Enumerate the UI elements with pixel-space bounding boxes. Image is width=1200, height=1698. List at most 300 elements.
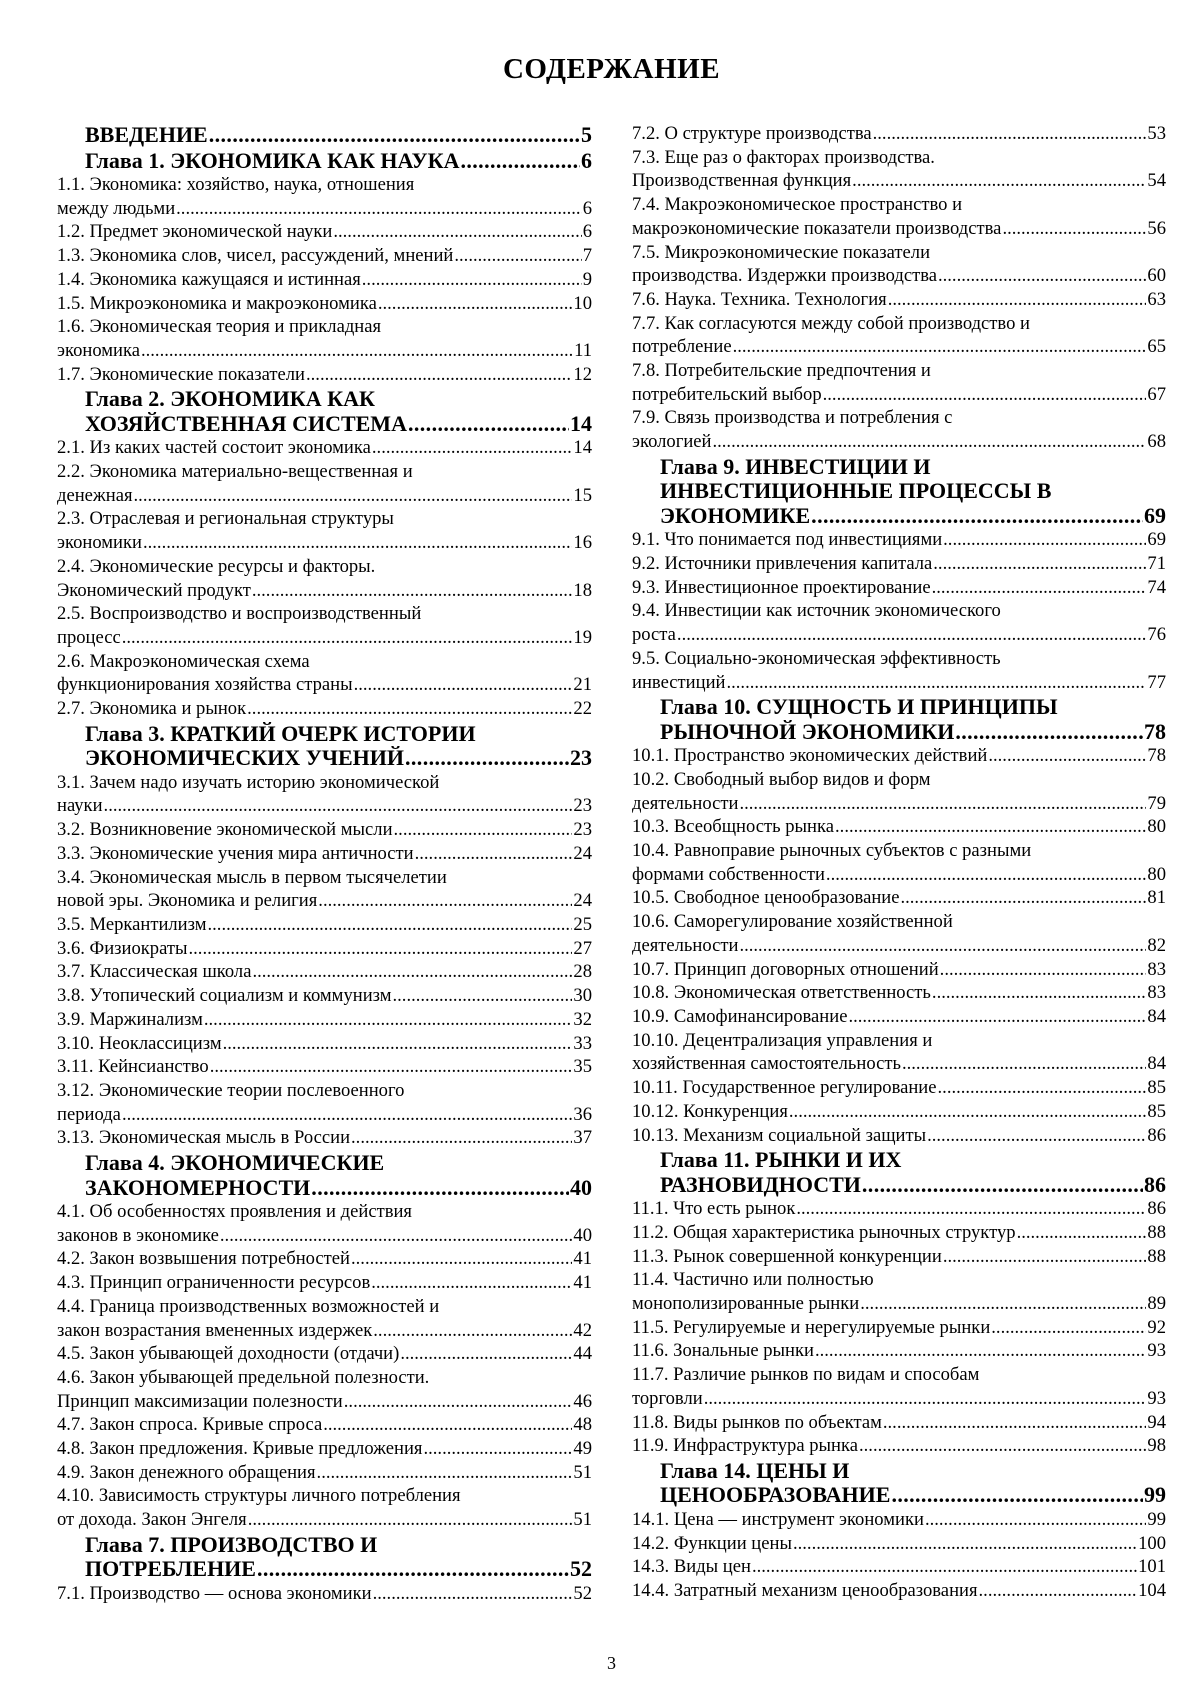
toc-line: 11.4. Частично или полностью [632,1269,874,1291]
dot-leader [454,244,581,268]
toc-page-number: 19 [573,626,592,648]
toc-line [632,1245,1166,1269]
toc-entry [57,697,592,721]
toc-entry-title: 2.7. Экономика и рынок [57,698,247,720]
toc-line [632,335,1166,359]
toc-page-number: 83 [1147,958,1166,980]
toc-entry [632,839,1166,886]
toc-line [632,1434,1166,1458]
chapter-heading [57,387,592,436]
toc-page-number: 82 [1147,934,1166,956]
toc-entry-title: торговли [632,1387,703,1409]
toc-entry-title: 3.6. Физиократы [57,937,188,959]
toc-page-number: 74 [1147,576,1166,598]
dot-leader [815,1339,1146,1363]
toc-line: 2.2. Экономика материально-вещественная и [57,461,413,483]
toc-line: Глава 9. ИНВЕСТИЦИИ И [660,453,931,479]
dot-leader [883,1411,1147,1435]
dot-leader [726,671,1146,695]
dot-leader [362,268,582,292]
toc-entry [57,268,592,292]
toc-entry [57,937,592,961]
toc-entry-title: РАЗНОВИДНОСТИ [660,1171,861,1197]
toc-page-number: 85 [1147,1100,1166,1122]
toc-page-number: 12 [573,363,592,385]
toc-entry [632,1316,1166,1340]
toc-line: 4.4. Граница производственных возможностей и [57,1295,440,1317]
dot-leader [248,1508,573,1532]
toc-entry [632,288,1166,312]
toc-entry-title: 10.11. Государственное регулирование [632,1077,937,1099]
toc-line: 7.3. Еще раз о факторах производства. [632,146,935,168]
toc-line [57,531,592,555]
toc-entry [632,1005,1166,1029]
toc-entry [632,122,1166,146]
dot-leader [704,1387,1147,1411]
toc-line [632,552,1166,576]
toc-page-number: 14 [573,437,592,459]
toc-entry-title: ЭКОНОМИКЕ [660,502,811,528]
toc-line [632,815,1166,839]
toc-entry [57,818,592,842]
toc-entry-title: 3.10. Неоклассицизм [57,1032,222,1054]
toc-entry [632,1555,1166,1579]
toc-line [57,889,592,913]
toc-entry-title: 3.13. Экономическая мысль в России [57,1127,351,1149]
toc-entry [632,599,1166,646]
toc-page-number: 10 [573,292,592,314]
toc-line: 9.4. Инвестиции как источник экономического [632,600,1001,622]
chapter-heading [57,149,592,174]
toc-page-number: 104 [1138,1580,1166,1602]
toc-line [632,1555,1166,1579]
toc-page-number: 35 [573,1056,592,1078]
toc-entry-title: 7.2. О структуре производства [632,123,872,144]
dot-leader [677,623,1146,647]
toc-line [57,1508,592,1532]
toc-page-number: 37 [573,1127,592,1149]
toc-line [57,1032,592,1056]
toc-entry-title: деятельности [632,792,739,814]
toc-entry-title: 14.3. Виды цен [632,1556,751,1578]
toc-entry-title: производства. Издержки производства [632,265,937,287]
dot-leader [1017,1221,1147,1245]
dot-leader [323,1413,572,1437]
toc-entry [57,363,592,387]
toc-line [632,671,1166,695]
dot-leader [933,552,1146,576]
toc-entry-title: 10.12. Конкуренция [632,1100,788,1122]
toc-line [632,1052,1166,1076]
toc-page-number: 84 [1147,1053,1166,1075]
toc-page-number: 44 [573,1343,592,1365]
toc-entry [632,1245,1166,1269]
chapter-heading [57,1533,592,1582]
page-number: 3 [607,1653,616,1673]
toc-entry [57,1271,592,1295]
dot-leader [378,292,573,316]
toc-entry [632,528,1166,552]
toc-line [660,720,1166,745]
toc-page-number: 88 [1147,1245,1166,1267]
toc-page-number: 71 [1147,553,1166,575]
toc-page-number: 77 [1147,671,1166,693]
toc-line [57,484,592,508]
toc-page-number: 42 [573,1319,592,1341]
toc-entry-title: 10.7. Принцип договорных отношений [632,958,939,980]
dot-leader [408,412,569,437]
toc-entry-title: закон возрастания вмененных издержек [57,1319,373,1341]
toc-entry [57,507,592,554]
toc-page-number: 93 [1147,1387,1166,1409]
toc-entry [632,1508,1166,1532]
toc-page-number: 9 [582,268,592,290]
toc-entry-title: экологией [632,431,712,453]
toc-entry [632,910,1166,957]
toc-entry-title: 3.5. Меркантилизм [57,913,207,935]
toc-entry [57,1342,592,1366]
toc-entry [632,1029,1166,1076]
toc-entry [57,1366,592,1413]
toc-entry-title: роста [632,624,676,646]
dot-leader [252,579,573,603]
chapter-heading [632,455,1166,529]
toc-line [85,746,592,771]
toc-page-number: 33 [573,1032,592,1054]
toc-line [57,1103,592,1127]
dot-leader [176,197,582,221]
toc-entry-title: 3.11. Кейнсианство [57,1056,209,1078]
toc-line [632,122,1166,146]
toc-entry [632,647,1166,694]
dot-leader [932,981,1146,1005]
dot-leader [460,149,580,174]
toc-entry [632,406,1166,453]
toc-line [632,1005,1166,1029]
toc-entry-title: денежная [57,484,133,506]
toc-page-number: 93 [1147,1340,1166,1362]
toc-entry-title: 4.8. Закон предложения. Кривые предложения [57,1438,423,1460]
toc-line [57,818,592,842]
toc-entry [632,312,1166,359]
toc-entry-title: 11.1. Что есть рынок [632,1198,796,1220]
toc-entry [57,1484,592,1531]
toc-line: 10.6. Саморегулирование хозяйственной [632,911,953,933]
toc-entry-title: Экономический продукт [57,579,251,601]
toc-page-number: 40 [573,1224,592,1246]
toc-entry [57,220,592,244]
chapter-heading [632,1148,1166,1197]
toc-line [632,1316,1166,1340]
dot-leader [372,436,573,460]
toc-page-number: 80 [1147,816,1166,838]
dot-leader [811,504,1143,529]
toc-entry [632,1268,1166,1315]
toc-entry-title: 11.9. Инфраструктура рынка [632,1435,858,1457]
toc-entry-title: 4.7. Закон спроса. Кривые спроса [57,1414,323,1436]
toc-entry-title: 10.1. Пространство экономических действий [632,745,988,767]
dot-leader [712,430,1146,454]
toc-line: 2.6. Макроэкономическая схема [57,650,310,672]
toc-line: 7.7. Как согласуются между собой производство и [632,312,1030,334]
toc-line: 10.2. Свободный выбор видов и форм [632,768,931,790]
toc-line [632,1411,1166,1435]
toc-page-number: 27 [573,937,592,959]
toc-entry [57,1582,592,1606]
toc-entry-title: науки [57,795,103,817]
dot-leader [927,1124,1146,1148]
dot-leader [257,1557,569,1582]
toc-page-number: 54 [1147,170,1166,192]
toc-page-number: 67 [1147,383,1166,405]
toc-page-number: 69 [1147,529,1166,551]
toc-entry-title: 3.3. Экономические учения мира античности [57,842,414,864]
toc-entry [632,1100,1166,1124]
toc-line [660,1173,1166,1198]
dot-leader [823,383,1147,407]
toc-entry [632,1434,1166,1458]
toc-line [57,1461,592,1485]
toc-entry [632,1197,1166,1221]
toc-entry [57,960,592,984]
toc-line [660,504,1166,529]
toc-entry-title: 14.1. Цена — инструмент экономики [632,1508,924,1530]
dot-leader [932,576,1147,600]
toc-entry-title: 7.1. Производство — основа экономики [57,1582,372,1604]
toc-line: 9.5. Социально-экономическая эффективность [632,647,1001,669]
toc-entry-title: экономика [57,339,140,361]
toc-line: Глава 14. ЦЕНЫ И [660,1457,850,1483]
toc-line: 3.1. Зачем надо изучать историю экономической [57,771,440,793]
toc-page-number: 83 [1147,982,1166,1004]
toc-page-number: 41 [573,1272,592,1294]
toc-entry [57,1461,592,1485]
toc-line [57,1008,592,1032]
chapter-heading [632,1459,1166,1508]
toc-line [57,626,592,650]
toc-page-number: 23 [573,819,592,841]
toc-page-number: 5 [581,122,592,147]
toc-column-left [57,122,592,1606]
toc-page-number: 32 [573,1008,592,1030]
toc-page-number: 99 [1147,1508,1166,1530]
toc-entry-title: 3.7. Классическая школа [57,961,252,983]
toc-page-number: 63 [1147,288,1166,310]
toc-entry-title: 10.9. Самофинансирование [632,1006,848,1027]
toc-entry [57,173,592,220]
dot-leader [752,1555,1137,1579]
dot-leader [223,1032,573,1056]
toc-entry-title: между людьми [57,197,176,219]
toc-line [632,1100,1166,1124]
dot-leader [247,697,572,721]
dot-leader [789,1100,1147,1124]
toc-line [57,1582,592,1606]
dot-leader [888,288,1147,312]
toc-entry-title: ХОЗЯЙСТВЕННАЯ СИСТЕМА [85,410,407,436]
toc-page-number: 94 [1147,1411,1166,1433]
toc-line [57,1342,592,1366]
toc-entry-title: ВВЕДЕНИЕ [85,122,208,147]
toc-page-number: 56 [1147,217,1166,239]
toc-line: 7.9. Связь производства и потребления с [632,407,953,429]
toc-page-number: 16 [573,532,592,554]
toc-line [632,981,1166,1005]
dot-leader [415,842,573,866]
dot-leader [862,1173,1143,1198]
toc-entry-title: процесс [57,626,121,648]
chapter-heading [57,123,592,148]
dot-leader [400,1342,572,1366]
toc-line [632,1387,1166,1411]
toc-page-number: 98 [1147,1435,1166,1457]
toc-line: Глава 2. ЭКОНОМИКА КАК [85,386,375,412]
dot-leader [848,1005,1146,1029]
toc-line: Глава 11. РЫНКИ И ИХ [660,1147,902,1173]
toc-page-number: 100 [1138,1532,1166,1554]
toc-line [632,1532,1166,1556]
toc-entry-title: формами собственности [632,863,825,885]
toc-line [57,984,592,1008]
toc-entry-title: 1.5. Микроэкономика и макроэкономика [57,292,377,314]
toc-entry-title: 14.2. Функции цены [632,1532,792,1554]
toc-entry [632,1532,1166,1556]
toc-entry [632,576,1166,600]
toc-entry-title: Производственная функция [632,170,852,192]
toc-line [57,937,592,961]
toc-page-number: 86 [1147,1124,1166,1146]
toc-page-number: 86 [1147,1198,1166,1220]
dot-leader [104,794,573,818]
toc-line [57,339,592,363]
toc-entry [57,436,592,460]
toc-entry-title: Глава 1. ЭКОНОМИКА КАК НАУКА [85,147,460,173]
toc-line [57,268,592,292]
toc-entry-title: деятельности [632,934,739,956]
dot-leader [122,1103,572,1127]
toc-line [660,1483,1166,1508]
toc-entry-title: потребительский выбор [632,383,822,405]
toc-entry-title: 11.6. Зональные рынки [632,1340,814,1362]
dot-leader [979,1579,1138,1603]
toc-entry-title: экономики [57,532,142,554]
toc-line [57,842,592,866]
toc-entry-title: 3.8. Утопический социализм и коммунизм [57,985,392,1007]
toc-entry-title: 1.3. Экономика слов, чисел, рассуждений, мнений [57,245,454,267]
toc-page-number: 40 [570,1174,592,1200]
toc-entry-title: монополизированные рынки [632,1293,860,1315]
toc-entry-title: 9.3. Инвестиционное проектирование [632,576,931,598]
dot-leader [859,1434,1146,1458]
dot-leader [891,1483,1143,1508]
dot-leader [373,1582,573,1606]
toc-entry [57,555,592,602]
toc-page-number: 30 [573,985,592,1007]
toc-entry-title: 1.2. Предмет экономической науки [57,221,333,243]
toc-page-number: 68 [1147,431,1166,453]
page-title: СОДЕРЖАНИЕ [502,53,721,85]
dot-leader [852,169,1146,193]
toc-line [57,579,592,603]
dot-leader [940,958,1147,982]
toc-line [85,149,592,174]
toc-page-number: 85 [1147,1077,1166,1099]
dot-leader [943,1245,1147,1269]
toc-line [632,1292,1166,1316]
dot-leader [900,886,1146,910]
toc-page-number: 92 [1147,1316,1166,1338]
toc-page-number: 69 [1144,502,1166,528]
toc-line [632,792,1166,816]
toc-line: 2.5. Воспроизводство и воспроизводственный [57,603,422,625]
toc-page-number: 60 [1147,265,1166,287]
toc-line [85,412,592,437]
toc-line [632,1339,1166,1363]
toc-entry [632,1221,1166,1245]
dot-leader [318,889,572,913]
toc-entry-title: 4.3. Принцип ограниченности ресурсов [57,1272,371,1294]
toc-line [632,383,1166,407]
toc-entry [57,1295,592,1342]
toc-entry [57,1200,592,1247]
toc-line [57,363,592,387]
toc-line [632,744,1166,768]
toc-entry-title: 11.3. Рынок совершенной конкуренции [632,1245,942,1267]
toc-line [57,1271,592,1295]
dot-leader [373,1319,572,1343]
toc-line: ИНВЕСТИЦИОННЫЕ ПРОЦЕССЫ В [660,478,1052,504]
toc-page-number: 23 [570,745,592,771]
dot-leader [796,1197,1146,1221]
toc-entry-title: 4.2. Закон возвышения потребностей [57,1248,350,1270]
toc-page-number: 24 [573,890,592,912]
toc-entry-title: от дохода. Закон Энгеля [57,1509,247,1531]
toc-line [632,288,1166,312]
toc-page-number: 46 [573,1390,592,1412]
toc-entry [57,842,592,866]
toc-line: Глава 3. КРАТКИЙ ОЧЕРК ИСТОРИИ [85,720,476,746]
dot-leader [860,1292,1146,1316]
toc-entry [632,1363,1166,1410]
toc-entry [632,146,1166,193]
toc-entry [57,771,592,818]
toc-entry [57,1247,592,1271]
dot-leader [141,339,573,363]
toc-page-number: 86 [1144,1171,1166,1197]
toc-page-number: 81 [1147,887,1166,909]
toc-entry [57,602,592,649]
toc-entry [632,552,1166,576]
dot-leader [208,913,573,937]
dot-leader [423,1437,572,1461]
toc-line [632,934,1166,958]
toc-entry-title: 11.8. Виды рынков по объектам [632,1411,882,1433]
toc-line: 1.6. Экономическая теория и прикладная [57,316,382,338]
chapter-heading [632,695,1166,744]
toc-line: 3.12. Экономические теории послевоенного [57,1079,405,1101]
toc-line [632,863,1166,887]
toc-entry-title: хозяйственная самостоятельность [632,1053,901,1075]
toc-entry [632,981,1166,1005]
toc-entry-title: законов в экономике [57,1224,219,1246]
toc-line [632,576,1166,600]
dot-leader [835,815,1146,839]
dot-leader [826,863,1146,887]
toc-line: 7.5. Микроэкономические показатели [632,241,931,263]
toc-page-number: 53 [1147,123,1166,144]
toc-entry [57,460,592,507]
dot-leader [122,626,573,650]
